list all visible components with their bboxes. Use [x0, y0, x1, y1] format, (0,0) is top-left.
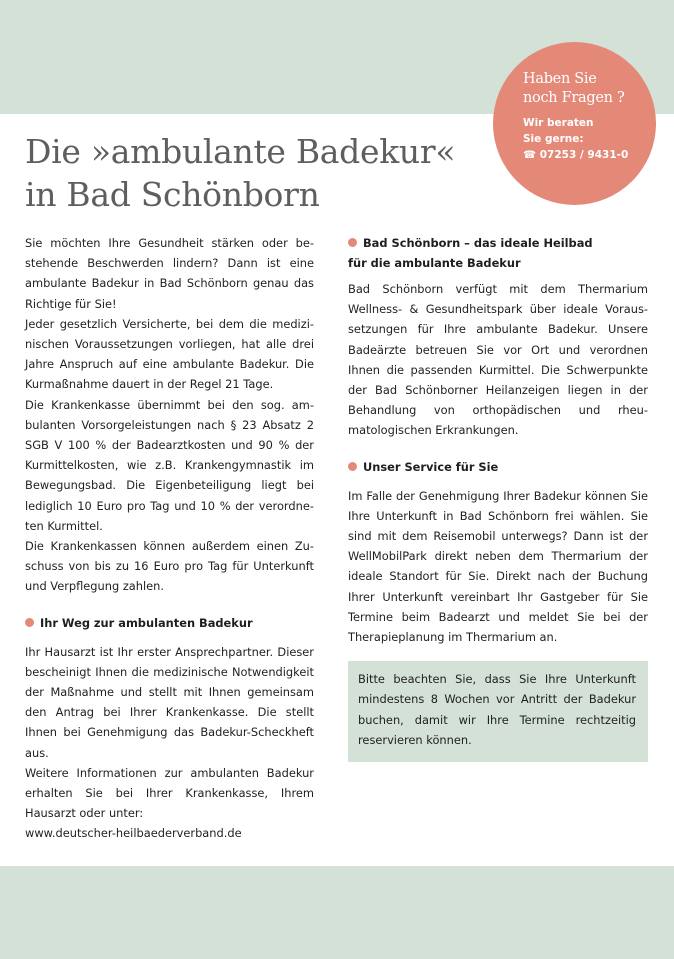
section-heading-weg — [25, 613, 314, 633]
heilbad-paragraph: Bad Schönborn verfügt mit dem Thermarium Wellness- & Gesundheitspark über ideale Voraussetzungen für Ihre ambulante Badekur. Unsere Badeärzte betreuen Sie vor Ort und verordnen Ihnen die passenden Kurmittel. Die Schwerpunkte der Bad Schönborner Heilanzeigen liegen in der Behandlung von orthopädischen und rheumatologischen Erkrankungen. — [348, 282, 648, 438]
costs-paragraph: Die Krankenkasse übernimmt bei den sog. ambulanten Vorsorgeleistungen nach § 23 Absatz 2 SGB V 100 % der Badearztkosten und 90 % der Kurmittelkosten, wie z.B. Krankengymnastik im Bewegungsbad. Die Eigenbeteiligung liegt bei lediglich 10 Euro pro Tag und 10 % der verordneten Kurmittel. — [25, 397, 314, 533]
badge-phone-row — [523, 147, 656, 163]
heilbaederverband-link[interactable]: www.deutscher-heilbaederverband.de — [25, 826, 242, 841]
booking-note-text: Bitte beachten Sie, dass Sie Ihre Unterkunft mindestens 8 Wochen vor Antritt der Badekur buchen, damit wir Ihre Termine rechtzeitig reservieren können. — [358, 672, 636, 747]
badge-contact-line1: Wir beraten — [523, 117, 594, 129]
eligibility-paragraph: Jeder gesetzlich Versicherte, bei dem die medizinischen Voraussetzungen vorliegen, hat alle drei Jahre Anspruch auf eine ambulante Badekur. Die Kurmaßnahme dauert in der Regel 21 Tage. — [25, 316, 314, 392]
section-heading-weg-text: Ihr Weg zur ambulanten Badekur — [40, 615, 253, 630]
left-column — [25, 233, 314, 844]
right-column — [348, 233, 648, 762]
intro-paragraph: Sie möchten Ihre Gesundheit stärken oder bestehende Beschwerden lindern? Dann ist eine ambulante Badekur in Bad Schönborn genau das Richtige für Sie! — [25, 236, 314, 311]
contact-badge — [493, 42, 656, 205]
bullet-dot-icon — [25, 618, 34, 627]
section-heading-service-text: Unser Service für Sie — [363, 459, 499, 474]
phone-icon: ☎ — [523, 149, 537, 161]
section-heading-heilbad-line1: Bad Schönborn – das ideale Heilbad — [363, 236, 593, 250]
phone-number[interactable]: 07253 / 9431-0 — [539, 149, 629, 161]
badge-question-line1: Haben Sie — [523, 71, 597, 87]
footer-band — [0, 866, 674, 959]
bullet-dot-icon — [348, 238, 357, 247]
subsidy-paragraph: Die Krankenkassen können außerdem einen Zuschuss von bis zu 16 Euro pro Tag für Unterkunft und Verpflegung zahlen. — [25, 539, 314, 594]
title-line2: in Bad Schönborn — [25, 175, 320, 214]
booking-note-box — [348, 661, 648, 762]
hausarzt-paragraph: Ihr Hausarzt ist Ihr erster Ansprechpartner. Dieser bescheinigt Ihnen die medizinische Notwendigkeit der Maßnahme und stellt mit Ihnen gemeinsam den Antrag bei Ihrer Krankenkasse. Die stellt Ihnen bei Genehmigung das Badekur-Scheckheft aus. — [25, 644, 314, 760]
spacer — [25, 597, 314, 613]
page-title — [25, 130, 455, 216]
section-heading-service — [348, 457, 648, 477]
badge-contact — [523, 115, 656, 163]
bullet-dot-icon — [348, 462, 357, 471]
section-heading-heilbad — [348, 233, 648, 273]
spacer — [348, 441, 648, 457]
service-paragraph: Im Falle der Genehmigung Ihrer Badekur können Sie Ihre Unterkunft in Bad Schönborn frei wählen. Sie sind mit dem Reisemobil unterwegs? Dann ist der WellMobilPark direkt neben dem Thermarium der ideale Standort für Sie. Direkt nach der Buchung Ihrer Unterkunft vereinbart Ihr Gastgeber für Sie Termine beim Badearzt und meldet Sie bei der Therapieplanung im Thermarium an. — [348, 488, 648, 645]
badge-question-line2: noch Fragen ? — [523, 90, 625, 106]
section-heading-heilbad-line2: für die ambulante Badekur — [348, 256, 521, 270]
title-line1: Die »ambulante Badekur« — [25, 132, 456, 171]
info-paragraph: Weitere Informationen zur ambulanten Badekur erhalten Sie bei Ihrer Krankenkasse, Ihrem Hausarzt oder unter: — [25, 765, 314, 821]
badge-contact-line2: Sie gerne: — [523, 133, 584, 145]
badge-question — [523, 70, 656, 108]
